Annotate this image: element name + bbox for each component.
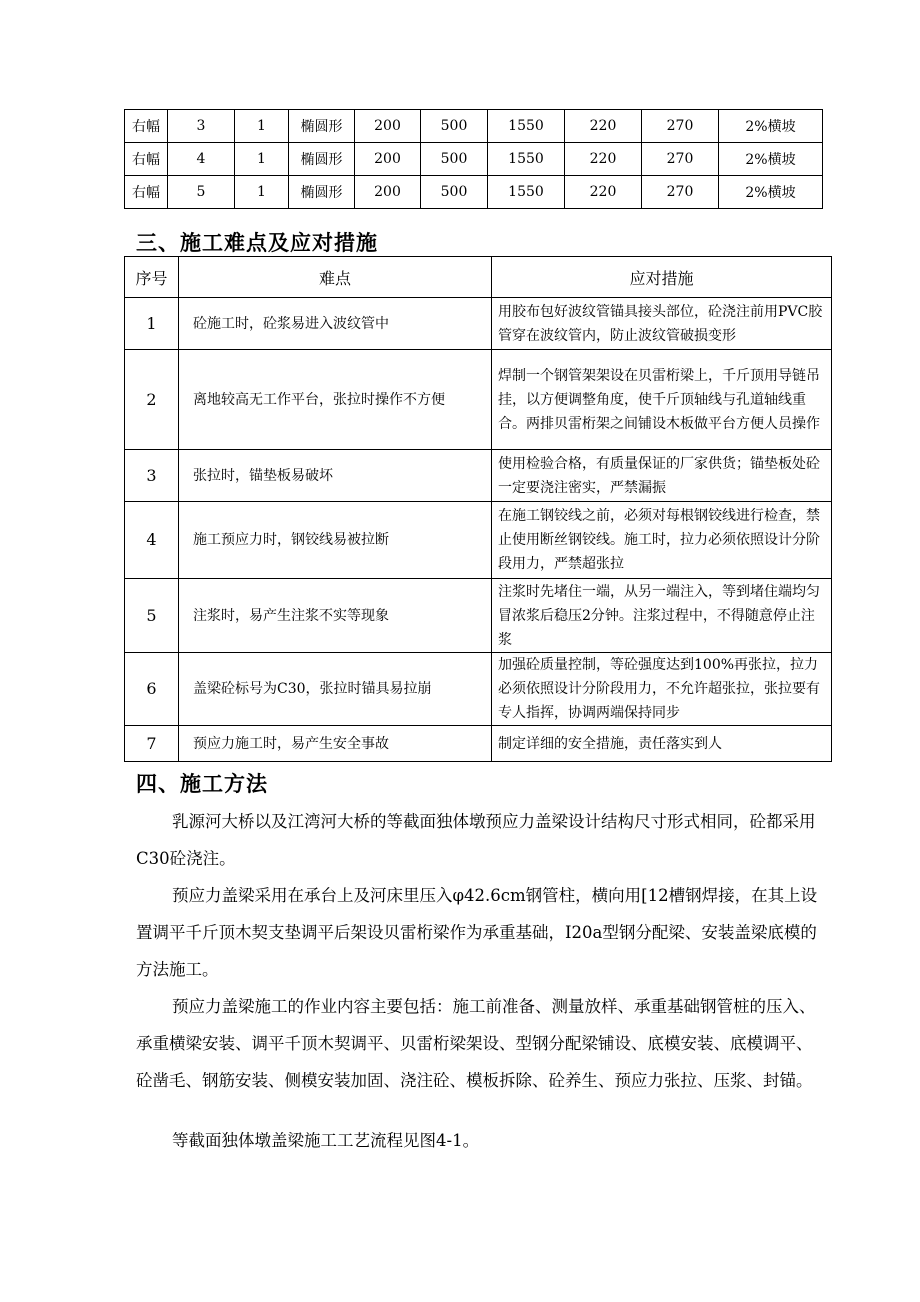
- measure-cell: 加强砼质量控制，等砼强度达到100%再张拉，拉力必须依照设计分阶段用力，不允许超张拉，张拉要有专人指挥，协调两端保持同步: [492, 653, 832, 726]
- table-cell: 220: [565, 176, 642, 209]
- table-cell: 1550: [488, 176, 565, 209]
- measure-cell: 注浆时先堵住一端，从另一端注入，等到堵住端均匀冒浓浆后稳压2分钟。注浆过程中，不得随意停止注浆: [492, 579, 832, 653]
- row-number: 7: [125, 726, 179, 762]
- table-cell: 1: [235, 176, 289, 209]
- table-cell: 椭圆形: [289, 110, 355, 143]
- table-row: [125, 350, 832, 450]
- table-cell: 1550: [488, 143, 565, 176]
- table-cell: 椭圆形: [289, 143, 355, 176]
- table-cell: 200: [355, 176, 421, 209]
- table-cell: 1: [235, 110, 289, 143]
- body-paragraph: 等截面独体墩盖梁施工工艺流程见图4-1。: [172, 1131, 480, 1150]
- table-row: [125, 450, 832, 502]
- table-cell: 200: [355, 110, 421, 143]
- difficulty-cell: 离地较高无工作平台，张拉时操作不方便: [179, 350, 492, 450]
- difficulty-cell: 张拉时，锚垫板易破坏: [179, 450, 492, 502]
- table-cell: 500: [421, 110, 488, 143]
- table-row: [125, 143, 823, 176]
- difficulty-cell: 盖梁砼标号为C30，张拉时锚具易拉崩: [179, 653, 492, 726]
- row-number: 5: [125, 579, 179, 653]
- table-cell: 右幅: [125, 176, 168, 209]
- table-cell: 270: [642, 176, 719, 209]
- difficulty-table: [124, 256, 832, 762]
- table-row: [125, 579, 832, 653]
- row-number: 6: [125, 653, 179, 726]
- measure-cell: 在施工钢铰线之前，必须对每根钢铰线进行检查，禁止使用断丝钢铰线。施工时，拉力必须依照设计分阶段用力，严禁超张拉: [492, 502, 832, 579]
- table-row: [125, 176, 823, 209]
- table-row: [125, 298, 832, 350]
- table-cell: 4: [168, 143, 235, 176]
- table-cell: 2%横坡: [719, 143, 823, 176]
- measure-cell: 用胶布包好波纹管锚具接头部位，砼浇注前用PVC胶管穿在波纹管内，防止波纹管破损变形: [492, 298, 832, 350]
- table-cell: 右幅: [125, 143, 168, 176]
- table-row: [125, 502, 832, 579]
- table-cell: 500: [421, 176, 488, 209]
- column-header: 应对措施: [492, 257, 832, 298]
- section-heading: 四、施工方法: [136, 772, 268, 796]
- table-cell: 椭圆形: [289, 176, 355, 209]
- table-cell: 2%横坡: [719, 176, 823, 209]
- table-cell: 270: [642, 110, 719, 143]
- column-header: 难点: [179, 257, 492, 298]
- body-paragraph: 乳源河大桥以及江湾河大桥的等截面独体墩预应力盖梁设计结构尺寸形式相同，砼都采用C30砼浇注。: [136, 812, 816, 868]
- table-cell: 500: [421, 143, 488, 176]
- row-number: 1: [125, 298, 179, 350]
- table-cell: 270: [642, 143, 719, 176]
- difficulty-cell: 施工预应力时，钢铰线易被拉断: [179, 502, 492, 579]
- row-number: 3: [125, 450, 179, 502]
- measure-cell: 制定详细的安全措施，责任落实到人: [492, 726, 832, 762]
- measure-cell: 使用检验合格，有质量保证的厂家供货；锚垫板处砼一定要浇注密实，严禁漏振: [492, 450, 832, 502]
- table-cell: 220: [565, 143, 642, 176]
- table-cell: 2%横坡: [719, 110, 823, 143]
- table-cell: 220: [565, 110, 642, 143]
- table-cell: 3: [168, 110, 235, 143]
- table-cell: 1550: [488, 110, 565, 143]
- column-header: 序号: [125, 257, 179, 298]
- table-row: [125, 653, 832, 726]
- table-cell: 右幅: [125, 110, 168, 143]
- table-cell: 5: [168, 176, 235, 209]
- body-paragraph: 预应力盖梁施工的作业内容主要包括：施工前准备、测量放样、承重基础钢管桩的压入、承重横梁安装、调平千顶木契调平、贝雷桁梁架设、型钢分配梁铺设、底模安装、底模调平、砼凿毛、钢筋安装、侧模安装加固、浇注砼、模板拆除、砼养生、预应力张拉、压浆、封锚。: [136, 997, 816, 1090]
- table-cell: 1: [235, 143, 289, 176]
- difficulty-cell: 注浆时，易产生注浆不实等现象: [179, 579, 492, 653]
- row-number: 2: [125, 350, 179, 450]
- table-row: [125, 726, 832, 762]
- section-heading: 三、施工难点及应对措施: [136, 231, 378, 255]
- row-number: 4: [125, 502, 179, 579]
- table-row: [125, 110, 823, 143]
- spec-table: [124, 109, 823, 209]
- difficulty-cell: 砼施工时，砼浆易进入波纹管中: [179, 298, 492, 350]
- body-paragraph: 预应力盖梁采用在承台上及河床里压入φ42.6cm钢管柱，横向用[12槽钢焊接，在其上设置调平千斤顶木契支垫调平后架设贝雷桁梁作为承重基础，I20a型钢分配梁、安装盖梁底模的方法施工。: [136, 886, 818, 979]
- table-header-row: [125, 257, 832, 298]
- table-cell: 200: [355, 143, 421, 176]
- difficulty-cell: 预应力施工时，易产生安全事故: [179, 726, 492, 762]
- measure-cell: 焊制一个钢管架架设在贝雷桁梁上，千斤顶用导链吊挂，以方便调整角度，使千斤顶轴线与孔道轴线重合。两排贝雷桁架之间铺设木板做平台方便人员操作: [492, 350, 832, 450]
